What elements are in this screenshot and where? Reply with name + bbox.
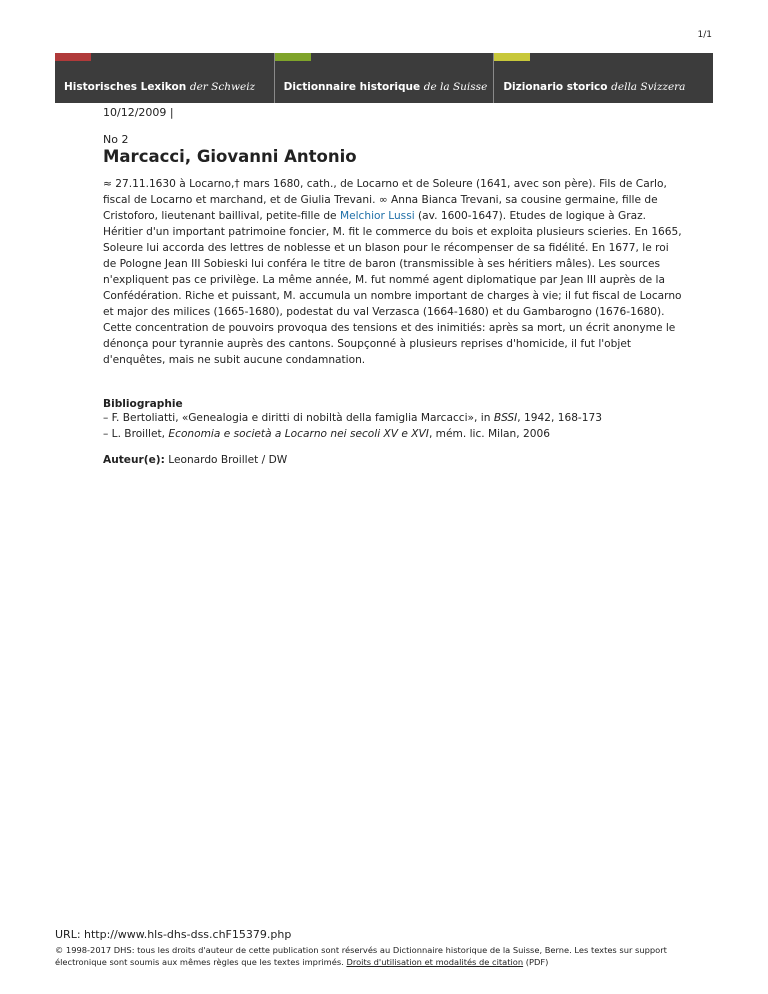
article-number: No 2 [103, 133, 129, 146]
bibliography-heading: Bibliographie [103, 398, 183, 410]
banner-label-it [503, 81, 685, 93]
banner-label-fr [284, 81, 488, 93]
page-number: 1/1 [697, 30, 712, 40]
banner-accent-fr [275, 53, 311, 61]
author-value: Leonardo Broillet / DW [164, 454, 288, 466]
banner-accent-it [494, 53, 530, 61]
bio-part2: (av. 1600-1647). Etudes de logique à Graz. Héritier d'un important patrimoine foncier, M. fit le commerce du bois et exploita plusieurs scieries. En 1665, Soleure lui accorda des lettres de noblesse et un blason pour le récompenser de sa fidélité. En 1677, le roi de Pologne Jean III Sobieski lui conféra le titre de baron (transmissible à ses héritiers mâles). Les sources n'expliquent pas ce privilège. La même année, M. fut nommé agent diplomatique par Jean III auprès de la Confédération. Riche et puissant, M. accumula un nombre important de charges à vie; il fut fiscal de Locarno et major des milices (1665-1680), podestat du val Verzasca (1664-1680) et du Gambarogno (1676-1680). Cette concentration de pouvoirs provoqua des tensions et des inimitiés: après sa mort, un écrit anonyme le dénonça pour tyrannie auprès des cantons. Soupçonné à plusieurs reprises d'homicide, il fut l'objet d'enquêtes, mais ne subit aucune condamnation. [103, 210, 682, 366]
banner-label-de-prefix: Historisches Lexikon [64, 81, 190, 93]
bibliography-item-2 [103, 426, 683, 442]
biblio-2-italic: Economia e società a Locarno nei secoli XV e XVI [168, 428, 429, 440]
banner-label-it-prefix: Dizionario storico [503, 81, 612, 93]
biblio-1-pre: – F. Bertoliatti, «Genealogia e diritti di nobiltà della famiglia Marcacci», in [103, 412, 494, 424]
article-date: 10/12/2009 | [103, 106, 174, 119]
banner-accent-de [55, 53, 91, 61]
bibliography-item-1 [103, 410, 683, 426]
author-line [103, 454, 683, 466]
citation-rights-link[interactable]: Droits d'utilisation et modalités de citation [346, 957, 524, 967]
page-footer [55, 928, 675, 968]
banner-label-it-italic: della Svizzera [611, 81, 686, 93]
banner-segment-it[interactable] [493, 53, 713, 103]
banner-label-fr-prefix: Dictionnaire historique [283, 81, 424, 93]
biblio-1-italic: BSSI [493, 412, 518, 424]
banner-segment-de[interactable] [55, 53, 274, 103]
bio-part1: ≈ 27.11.1630 à Locarno,† mars 1680, cath., de Locarno et de Soleure (1641, avec son père). Fils de Carlo, fiscal de Locarno et marchand, et de Giulia Trevani. ∞ Anna Bianca Trevani, sa cousine germaine, fille de Cristoforo, lieutenant baillival, petite-fille de [103, 178, 667, 222]
copyright-post: (PDF) [523, 957, 549, 967]
biblio-1-post: , 1942, 168-173 [517, 412, 602, 424]
copyright-pre: © 1998-2017 DHS: tous les droits d'auteur de cette publication sont réservés au Dictionnaire historique de la Suisse, Berne. Les textes sur support électronique sont soumis aux mêmes règles que les textes imprimés. [55, 945, 667, 967]
biblio-2-post: , mém. lic. Milan, 2006 [428, 428, 550, 440]
footer-url: URL: http://www.hls-dhs-dss.chF15379.php [55, 928, 292, 941]
banner-segment-fr[interactable] [274, 53, 494, 103]
article-content [103, 105, 683, 466]
banner-label-fr-italic: de la Suisse [423, 81, 488, 93]
banner-label-de-italic: der Schweiz [189, 81, 256, 93]
melchior-lussi-link[interactable]: Melchior Lussi [339, 210, 415, 222]
header-banner [55, 53, 713, 103]
biblio-2-pre: – L. Broillet, [103, 428, 169, 440]
banner-label-de [64, 81, 255, 93]
page-title: Marcacci, Giovanni Antonio [103, 147, 357, 166]
footer-copyright [55, 944, 675, 968]
author-label: Auteur(e): [103, 454, 165, 466]
biography-text [103, 176, 683, 368]
